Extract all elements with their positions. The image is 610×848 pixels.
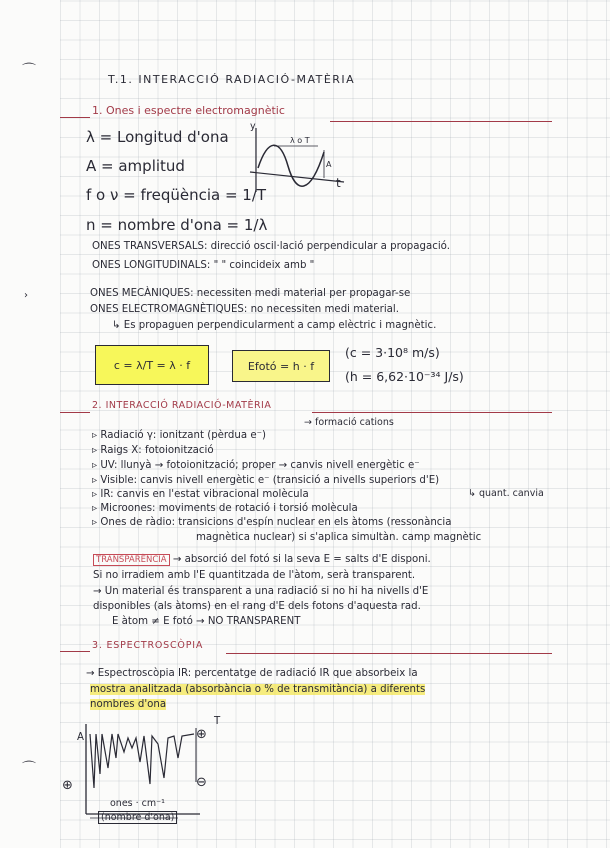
minus-icon: ⊖ <box>196 775 207 790</box>
radiation-uv: ▹ UV: llunyà → fotoionització; proper → canvis nivell energètic e⁻ <box>92 460 420 471</box>
wave-type-longitudinal: ONES LONGITUDINALS: " " coincideix amb " <box>92 260 315 271</box>
transparency-line-1-text: → absorció del fotó si la seva E = salts d'E disponi. <box>172 554 431 565</box>
section-2-heading: 2. INTERACCIÓ RADIACIÓ-MATÈRIA <box>92 400 272 411</box>
section-rule <box>60 412 90 413</box>
radiation-gamma: ▹ Radiació γ: ionitzant (pèrdua e⁻) <box>92 430 266 441</box>
wave-mechanical: ONES MECÀNIQUES: necessiten medi material per propagar-se <box>90 288 411 299</box>
wave-t-label: t <box>336 176 341 190</box>
transparency-line-4: disponibles (als àtoms) en el rang d'E dels fotons d'aquesta rad. <box>93 601 421 612</box>
wave-type-transversal: ONES TRANSVERSALS: direcció oscil·lació perpendicular a propagació. <box>92 241 450 252</box>
transparency-line-1 <box>93 554 431 565</box>
definition-wavelength: λ = Longitud d'ona <box>86 128 229 146</box>
margin-mark-icon: ⌒ <box>22 761 36 777</box>
margin-mark-icon: ⌒ <box>22 63 36 79</box>
ir-spectroscopy-line-1: → Espectroscòpia IR: percentatge de radiació IR que absorbeix la <box>86 668 418 679</box>
section-rule <box>60 651 90 652</box>
constant-h: (h = 6,62·10⁻³⁴ J/s) <box>345 369 464 384</box>
section-1-heading: 1. Ones i espectre electromagnètic <box>92 104 285 117</box>
definition-amplitude: A = amplitud <box>86 157 185 175</box>
spectrum-a-label: A <box>77 732 84 743</box>
page-title: T.1. INTERACCIÓ RADIACIÓ-MATÈRIA <box>108 73 356 86</box>
wave-y-label: y <box>250 121 256 132</box>
ir-spectroscopy-line-2-text: mostra analitzada (absorbància o % de transmitància) a diferents <box>90 684 426 695</box>
radiation-visible: ▹ Visible: canvis nivell energètic e⁻ (transició a nivells superiors d'E) <box>92 475 440 486</box>
ir-spectroscopy-line-3-text: nombres d'ona <box>90 699 167 710</box>
transparency-line-3: → Un material és transparent a una radiació si no hi ha nivells d'E <box>93 586 429 597</box>
formacio-note: → formació cations <box>304 417 394 428</box>
spectrum-xlabel: ones · cm⁻¹ <box>110 798 165 809</box>
ir-note: ↳ quant. canvia <box>468 488 544 499</box>
radiation-radio: ▹ Ones de ràdio: transicions d'espín nuclear en els àtoms (ressonància <box>92 517 452 528</box>
formula-e: Efotó = h · f <box>247 359 315 373</box>
page-margin <box>0 0 60 848</box>
wave-lambda-label: λ o T <box>290 136 310 145</box>
radiation-microwave: ▹ Microones: moviments de rotació i torsió molècula <box>92 503 358 514</box>
transparency-line-5: E àtom ≠ E fotó → NO TRANSPARENT <box>112 616 301 627</box>
formula-c: c = λ/T = λ · f <box>113 358 191 372</box>
constant-c: (c = 3·10⁸ m/s) <box>345 345 440 360</box>
section-rule <box>226 653 552 654</box>
section-rule <box>60 117 90 118</box>
radiation-xray: ▹ Raigs X: fotoionització <box>92 445 214 456</box>
section-rule <box>330 121 552 122</box>
radiation-radio-cont: magnètica nuclear) si s'aplica simultàn. camp magnètic <box>196 532 482 543</box>
definition-wavenumber: n = nombre d'ona = 1/λ <box>86 216 268 234</box>
spectrum-xlabel-2: (nombre d'ona) <box>98 811 177 824</box>
plus-icon: ⊕ <box>196 727 207 742</box>
spectrum-t-label: T <box>214 716 221 727</box>
wave-a-label: A <box>326 160 332 169</box>
formula-c-box <box>95 345 209 385</box>
formula-e-box <box>232 350 330 382</box>
transparency-line-2: Si no irradiem amb l'E quantitzada de l'àtom, serà transparent. <box>93 570 416 581</box>
ir-spectroscopy-line-3 <box>90 699 166 710</box>
transparency-tag: TRANSPARÈNCIA <box>93 554 170 566</box>
ir-spectroscopy-line-2 <box>90 684 425 695</box>
section-rule <box>312 412 552 413</box>
wave-electromagnetic: ONES ELECTROMAGNÈTIQUES: no necessiten medi material. <box>90 304 399 315</box>
margin-mark-icon: › <box>24 290 28 301</box>
wave-em-propagation: ↳ Es propaguen perpendicularment a camp elèctric i magnètic. <box>112 320 437 331</box>
section-3-heading: 3. ESPECTROSCÒPIA <box>92 640 204 651</box>
definition-frequency: f o ν = freqüència = 1/T <box>86 186 267 204</box>
radiation-ir: ▹ IR: canvis en l'estat vibracional molècula <box>92 489 309 500</box>
plus-icon: ⊕ <box>62 778 73 793</box>
